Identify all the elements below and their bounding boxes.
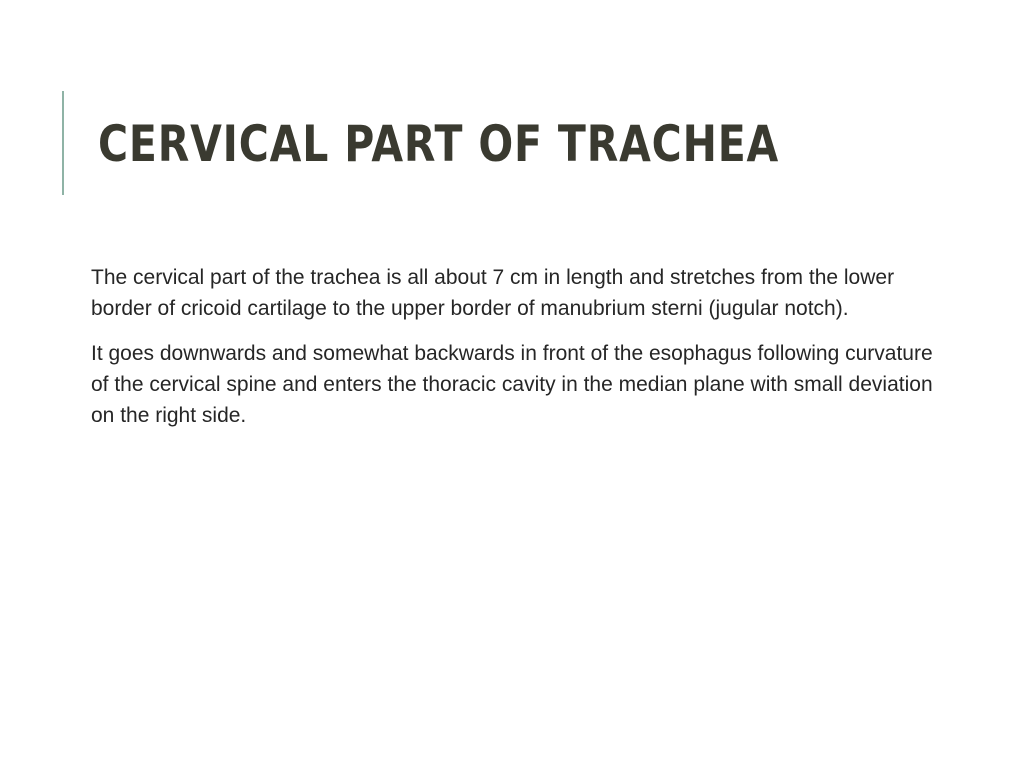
body-paragraph-2: It goes downwards and somewhat backwards in front of the esophagus following curvature of the cervical spine and enters the thoracic cavity in the median plane with small deviation on the right side.: [91, 342, 933, 427]
title-accent-bar: [62, 91, 64, 195]
body-paragraph-1: The cervical part of the trachea is all about 7 cm in length and stretches from the lower border of cricoid cartilage to the upper border of manubrium sterni (jugular notch).: [91, 266, 895, 320]
slide-title: CERVICAL PART OF TRACHEA: [98, 115, 780, 173]
slide-body: [91, 262, 951, 445]
